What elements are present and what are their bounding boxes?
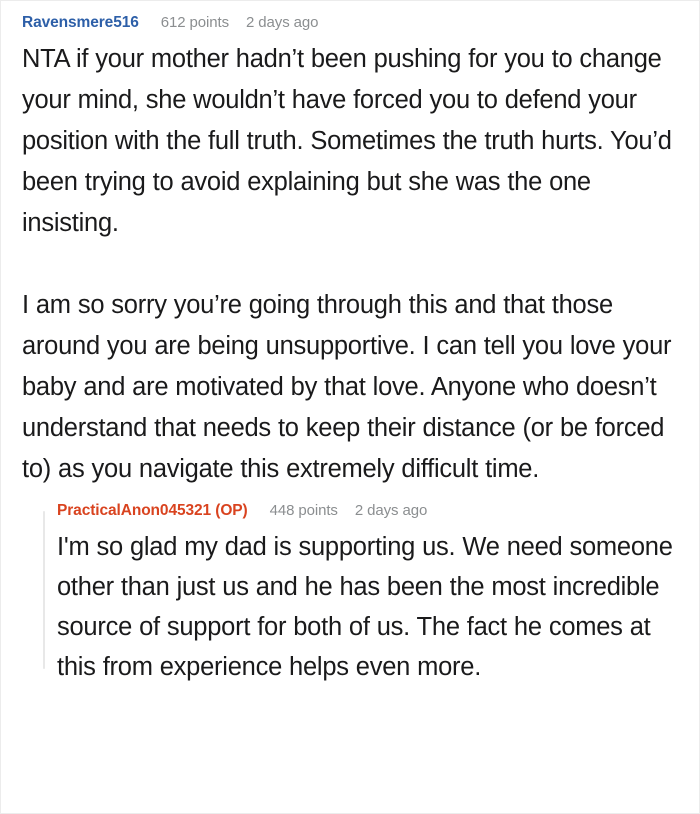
comment-header — [57, 502, 677, 520]
comment-author-link-op[interactable]: PracticalAnon045321 (OP) — [57, 502, 248, 519]
comment-top-level — [1, 1, 699, 687]
comment-points: 448 points — [269, 502, 338, 519]
comment-body — [22, 39, 687, 490]
comment-body — [57, 527, 677, 687]
comment-reply — [22, 502, 687, 687]
comment-author-link[interactable]: Ravensmere516 — [22, 14, 139, 31]
thread-collapse-line[interactable] — [43, 511, 45, 669]
comment-paragraph: I am so sorry you’re going through this and that those around you are being unsupportive. I can tell you love your baby and are motivated by that love. Anyone who doesn’t understand that needs to keep their distance (or be forced to) as you navigate this extremely difficult time. — [22, 291, 672, 483]
comment-header — [22, 14, 687, 32]
comment-timestamp: 2 days ago — [246, 14, 319, 31]
comment-paragraph: I'm so glad my dad is supporting us. We need someone other than just us and he has been the most incredible source of support for both of us. The fact he comes at this from experience helps even more. — [57, 533, 673, 681]
comment-paragraph: NTA if your mother hadn’t been pushing for you to change your mind, she wouldn’t have forced you to defend your position with the full truth. Sometimes the truth hurts. You’d been trying to avoid explaining but she was the one insisting. — [22, 45, 672, 237]
comment-points: 612 points — [160, 14, 229, 31]
comment-timestamp: 2 days ago — [354, 502, 428, 519]
